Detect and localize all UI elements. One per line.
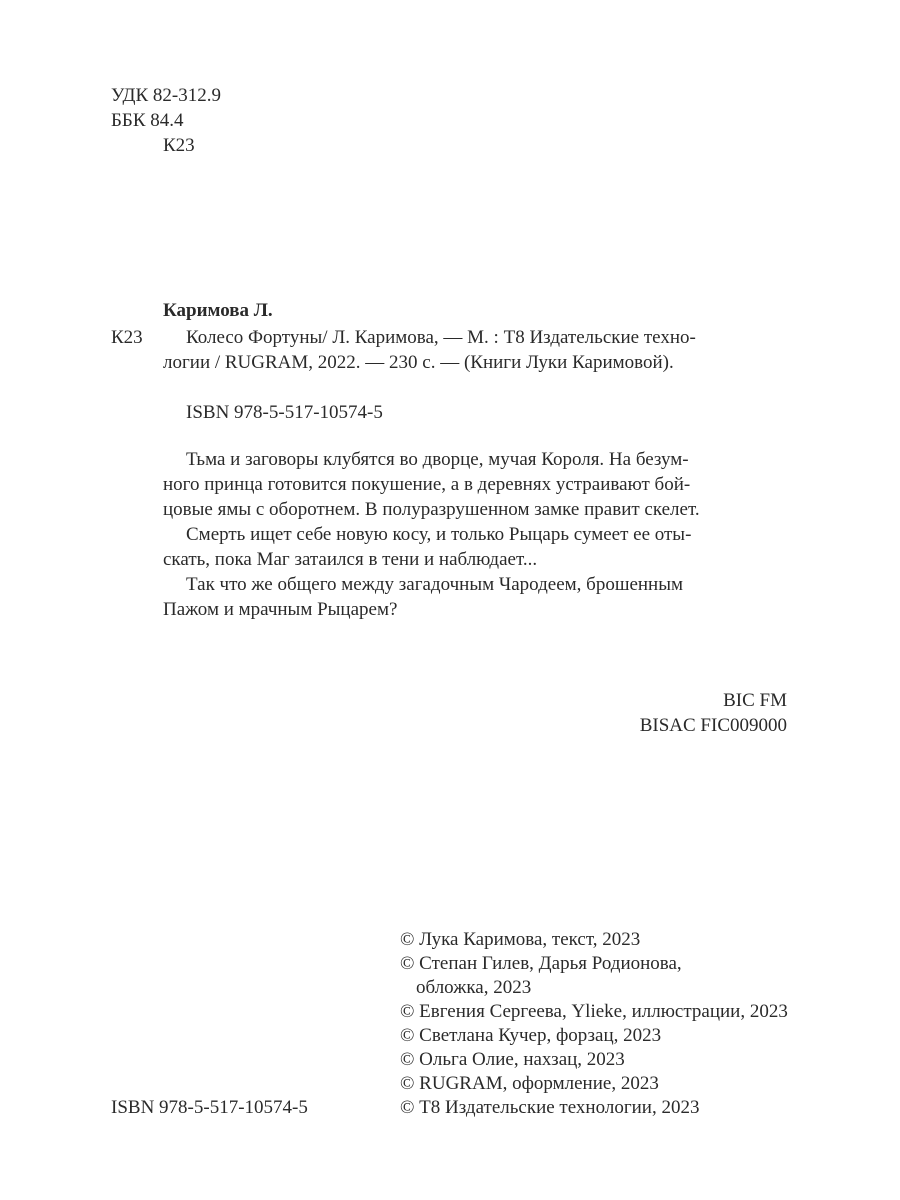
udk-code: УДК 82-312.9 bbox=[111, 85, 221, 106]
copyright-line: обложка, 2023 bbox=[416, 977, 532, 998]
author-mark: К23 bbox=[163, 135, 195, 156]
annotation-line: скать, пока Маг затаился в тени и наблюдает... bbox=[163, 549, 538, 570]
annotation-line: ного принца готовится покушение, а в деревнях устраивают бой- bbox=[163, 474, 691, 495]
annotation-line: цовые ямы с оборотнем. В полуразрушенном замке правит скелет. bbox=[163, 499, 700, 520]
copyright-line: © Светлана Кучер, форзац, 2023 bbox=[400, 1025, 662, 1046]
bbk-code: ББК 84.4 bbox=[111, 110, 184, 131]
annotation-line: Смерть ищет себе новую косу, и только Рыцарь сумеет ее оты- bbox=[186, 524, 692, 545]
biblio-line: Колесо Фортуны/ Л. Каримова, — М. : Т8 Издательские техно- bbox=[186, 327, 696, 348]
copyright-line: © Т8 Издательские технологии, 2023 bbox=[400, 1097, 700, 1118]
bic-code: BIC FM bbox=[723, 690, 787, 711]
copyright-block bbox=[400, 928, 788, 1120]
copyright-line: © Лука Каримова, текст, 2023 bbox=[400, 929, 641, 950]
bibliographic-description bbox=[163, 325, 788, 375]
annotation-line: Тьма и заговоры клубятся во дворце, мучая Короля. На безум- bbox=[186, 449, 689, 470]
card-isbn: ISBN 978-5-517-10574-5 bbox=[186, 402, 383, 423]
copyright-line: © RUGRAM, оформление, 2023 bbox=[400, 1073, 659, 1094]
copyright-line: © Евгения Сергеева, Ylieke, иллюстрации, 2023 bbox=[400, 1001, 788, 1022]
annotation-line: Пажом и мрачным Рыцарем? bbox=[163, 599, 398, 620]
biblio-line: логии / RUGRAM, 2022. — 230 с. — (Книги Луки Каримовой). bbox=[163, 352, 674, 373]
bottom-isbn: ISBN 978-5-517-10574-5 bbox=[111, 1097, 308, 1118]
subject-codes bbox=[560, 688, 787, 738]
annotation-line: Так что же общего между загадочным Чародеем, брошенным bbox=[186, 574, 684, 595]
card-author: Каримова Л. bbox=[163, 300, 273, 321]
classification-codes bbox=[111, 83, 221, 158]
copyright-line: © Ольга Олие, нахзац, 2023 bbox=[400, 1049, 625, 1070]
annotation bbox=[163, 447, 788, 622]
copyright-line: © Степан Гилев, Дарья Родионова, bbox=[400, 953, 682, 974]
card-code: К23 bbox=[111, 327, 143, 348]
bisac-code: BISAC FIC009000 bbox=[639, 715, 787, 736]
